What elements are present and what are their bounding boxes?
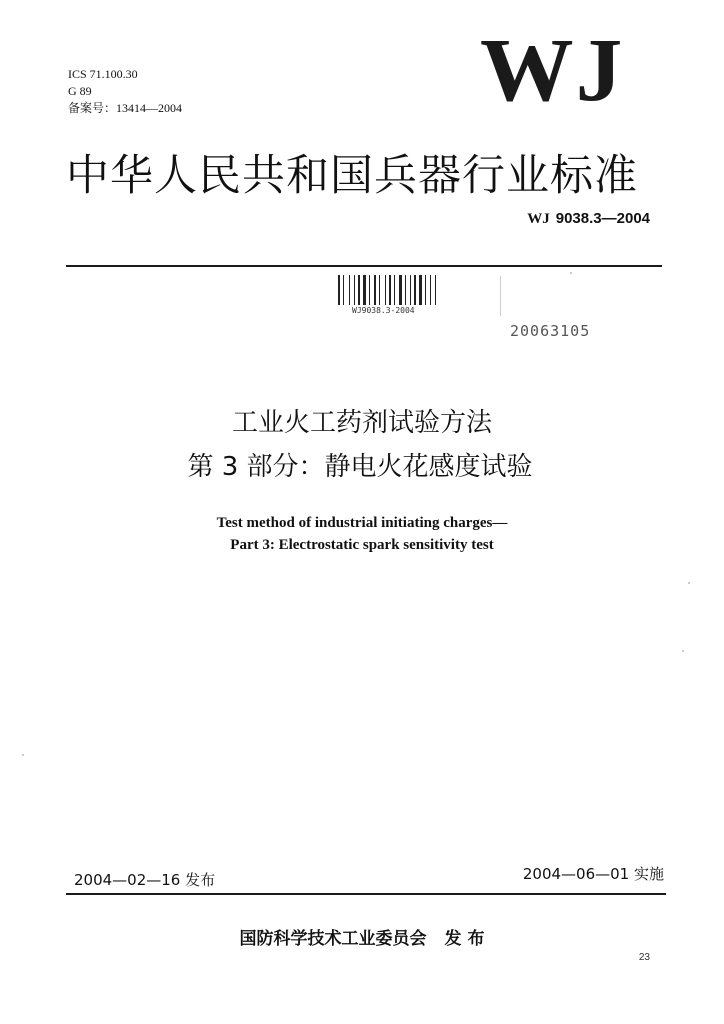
barcode-bar: [363, 275, 366, 305]
scan-speck: [682, 650, 684, 652]
barcode-bar: [430, 275, 431, 305]
barcode-bar: [338, 275, 340, 305]
standard-title: 中华人民共和国兵器行业标准: [66, 151, 638, 201]
issuer-name: 国防科学技术工业委员会: [239, 929, 427, 949]
barcode-bar: [419, 275, 422, 305]
barcode-bar: [367, 275, 368, 305]
barcode-bar: [389, 275, 391, 305]
barcode-bar: [410, 275, 411, 305]
top-divider: [66, 265, 662, 267]
scan-speck: [570, 272, 572, 274]
chinese-title-line1: 工业火工药剂试验方法: [231, 408, 492, 438]
wj-logo: WJ: [480, 21, 625, 120]
barcode-bar: [414, 275, 416, 305]
implementation-date: 2004—06—01 实施: [522, 865, 664, 883]
classification-block: [68, 66, 182, 117]
barcode-bar: [435, 275, 436, 305]
issue-date: 2004—02—16 发布: [74, 871, 216, 889]
barcode-bar: [377, 275, 378, 305]
issued-label: 发 布: [444, 929, 485, 949]
ics-code: ICS 71.100.30: [68, 67, 138, 81]
barcode-bar: [385, 275, 386, 305]
record-number: 备案号：13414—2004: [68, 101, 183, 115]
barcode-bar: [437, 275, 438, 305]
barcode-bar: [374, 275, 376, 305]
english-title-line1: Test method of industrial initiating charges—: [216, 515, 508, 531]
barcode-text: WJ9038.3-2004: [352, 306, 415, 315]
barcode-bar: [403, 275, 404, 305]
barcode-bar: [405, 275, 406, 305]
barcode-bar: [407, 275, 409, 305]
barcode-bar: [427, 275, 429, 305]
issuer-line: [0, 924, 724, 949]
bottom-divider: [66, 893, 666, 895]
barcode-bar: [394, 275, 395, 305]
scan-speck: [688, 582, 690, 584]
barcode-bar: [381, 275, 384, 305]
standard-prefix: WJ: [527, 211, 550, 227]
group-code: G 89: [68, 84, 92, 98]
barcode-bar: [369, 275, 370, 305]
scan-mark: [500, 276, 501, 316]
barcode-bar: [432, 275, 434, 305]
barcode-bar: [343, 275, 344, 305]
barcode-bar: [396, 275, 398, 305]
barcode-bar: [412, 275, 413, 305]
barcode-bar: [371, 275, 373, 305]
barcode-bar: [387, 275, 388, 305]
stamp-number: 20063105: [510, 322, 591, 340]
barcode-bar: [345, 275, 348, 305]
barcode-bar: [423, 275, 424, 305]
barcode-bar: [354, 275, 355, 305]
barcode-bar: [417, 275, 418, 305]
barcode-bar: [358, 275, 360, 305]
barcode-bar: [399, 275, 402, 305]
barcode-bar: [361, 275, 362, 305]
barcode-bar: [425, 275, 426, 305]
chinese-title-line2: 第 3 部分：静电火花感度试验: [187, 452, 533, 482]
page-number: 23: [638, 952, 650, 963]
barcode-bar: [341, 275, 342, 305]
barcode-bar: [392, 275, 393, 305]
barcode-bar: [349, 275, 350, 305]
barcode-image: [338, 275, 440, 305]
barcode-bar: [379, 275, 380, 305]
standard-code: 9038.3—2004: [555, 210, 650, 227]
barcode-bar: [351, 275, 353, 305]
english-title-line2: Part 3: Electrostatic spark sensitivity test: [230, 537, 494, 553]
standard-number: [527, 210, 650, 228]
scan-speck: [22, 754, 24, 756]
barcode-bar: [356, 275, 357, 305]
